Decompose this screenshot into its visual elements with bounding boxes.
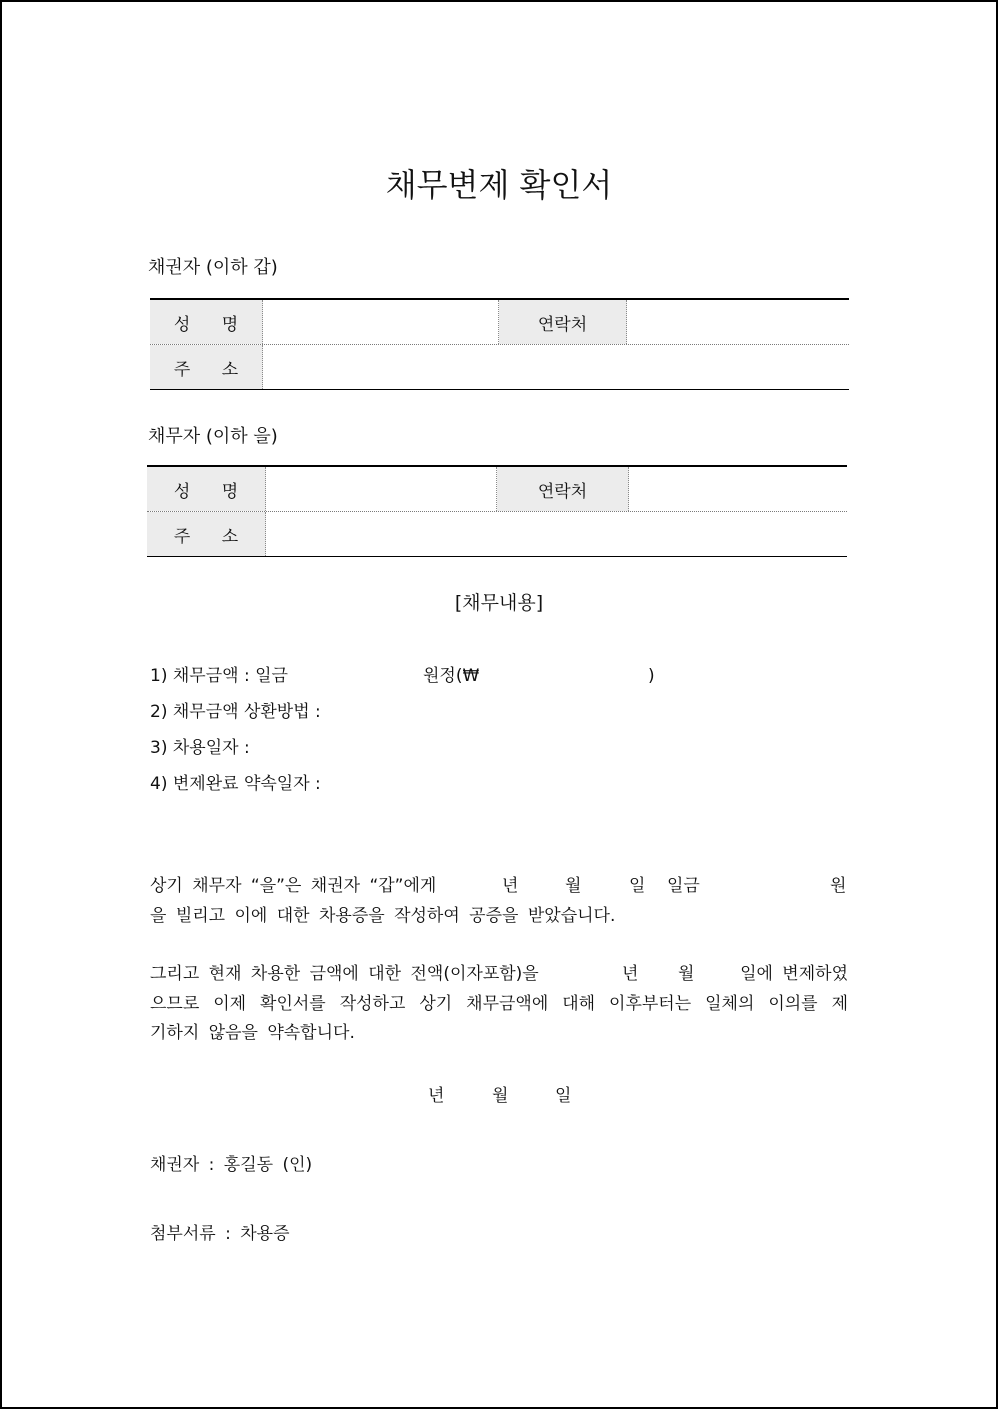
item-repayment-method: 2) 채무금액 상환방법 : <box>150 702 321 722</box>
debtor-address-field <box>266 512 847 556</box>
attachment-list: 첨부서류 : 차용증 <box>150 1224 290 1244</box>
paragraph1-month: 월 <box>565 876 582 896</box>
item-promised-completion-date: 4) 변제완료 약속일자 : <box>150 774 321 794</box>
paragraph1-day: 일 <box>629 876 646 896</box>
paragraph2-line3: 기하지 않음을 약속합니다. <box>150 1023 355 1043</box>
creditor-contact-field <box>627 300 849 344</box>
content-heading: [채무내용] <box>454 592 544 614</box>
item-borrow-date: 3) 차용일자 : <box>150 738 250 758</box>
paragraph1-year: 년 <box>502 876 519 896</box>
debtor-row-address <box>147 511 847 556</box>
creditor-table <box>150 298 849 390</box>
debtor-table <box>147 465 847 557</box>
creditor-address-label: 주 소 <box>150 345 263 389</box>
paragraph2-line1-text: 그리고 현재 차용한 금액에 대한 전액(이자포함)을 <box>150 964 539 984</box>
debtor-contact-field <box>629 467 847 511</box>
item-debt-amount-close: ) <box>648 666 655 686</box>
document-title: 채무변제 확인서 <box>385 166 613 204</box>
debtor-row-name <box>147 467 847 511</box>
creditor-signature: 채권자 : 홍길동 (인) <box>150 1155 313 1175</box>
debtor-address-label: 주 소 <box>147 512 266 556</box>
creditor-row-address <box>150 344 849 389</box>
paragraph2-line2: 으므로 이제 확인서를 작성하고 상기 채무금액에 대해 이후부터는 일체의 이의를 제 <box>150 994 848 1014</box>
paragraph1-won: 원 <box>830 876 847 896</box>
item-debt-amount-won: 원정(₩ <box>423 666 480 686</box>
creditor-row-name <box>150 300 849 344</box>
creditor-name-label: 성 명 <box>150 300 263 344</box>
date-year: 년 <box>428 1086 445 1106</box>
creditor-address-field <box>263 345 849 389</box>
date-month: 월 <box>492 1086 509 1106</box>
debtor-heading: 채무자 (이하 을) <box>148 426 278 447</box>
date-day: 일 <box>555 1086 572 1106</box>
item-debt-amount-label: 1) 채무금액 : 일금 <box>150 666 288 686</box>
debtor-name-label: 성 명 <box>147 467 266 511</box>
creditor-heading: 채권자 (이하 갑) <box>148 257 278 278</box>
paragraph1-line1-text: 상기 채무자 “을”은 채권자 “갑”에게 <box>150 876 437 896</box>
debtor-contact-label: 연락처 <box>497 467 629 511</box>
paragraph2-day-text: 일에 변제하였 <box>740 964 848 984</box>
paragraph1-line2: 을 빌리고 이에 대한 차용증을 작성하여 공증을 받았습니다. <box>150 906 616 926</box>
paragraph2-month: 월 <box>678 964 695 984</box>
creditor-name-field <box>263 300 499 344</box>
paragraph2-year: 년 <box>622 964 639 984</box>
paragraph1-amount-prefix: 일금 <box>667 876 700 896</box>
creditor-contact-label: 연락처 <box>499 300 627 344</box>
debtor-name-field <box>266 467 497 511</box>
